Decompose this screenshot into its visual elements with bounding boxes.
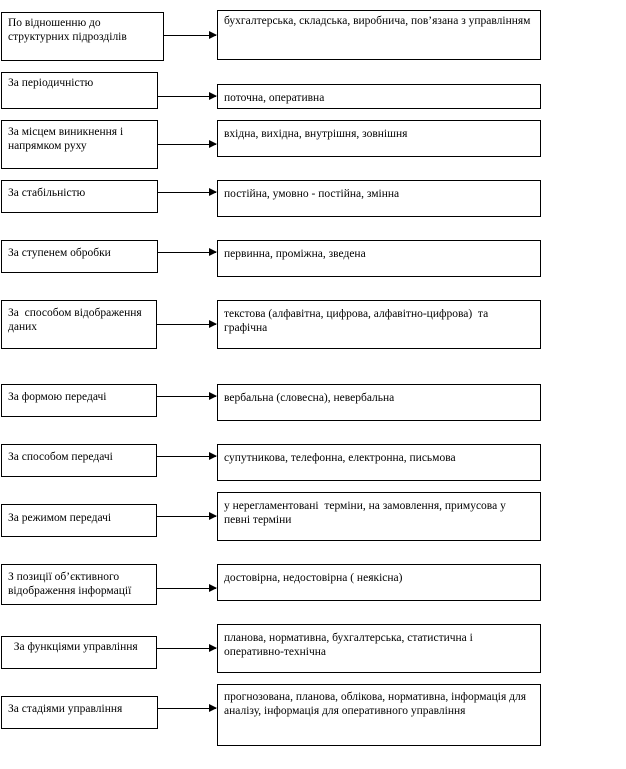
arrow-connector <box>157 456 216 457</box>
types-box-transfer-mode: у нерегламентовані терміни, на замовлення, примусова у певні терміни <box>217 492 541 541</box>
category-box-management-stages: За стадіями управління <box>1 696 158 729</box>
types-box-structural-units: бухгалтерська, складська, виробнича, пов’язана з управлінням <box>217 10 541 60</box>
arrow-connector <box>157 324 216 325</box>
arrow-connector <box>157 516 216 517</box>
arrow-connector <box>164 35 216 36</box>
category-box-processing-degree: За ступенем обробки <box>1 240 158 273</box>
arrow-connector <box>158 708 216 709</box>
arrow-connector <box>158 144 216 145</box>
category-box-objective-display: З позиції об’єктивного відображення інформації <box>1 564 157 605</box>
category-box-data-display: За способом відображення даних <box>1 300 157 349</box>
category-box-transfer-form: За формою передачі <box>1 384 157 417</box>
category-box-structural-units: По відношенню до структурних підрозділів <box>1 12 164 61</box>
arrow-connector <box>157 648 216 649</box>
arrow-connector <box>158 252 216 253</box>
category-box-transfer-mode: За режимом передачі <box>1 504 157 537</box>
category-box-transfer-method: За способом передачі <box>1 444 157 477</box>
category-box-periodicity: За періодичністю <box>1 72 158 109</box>
arrow-connector <box>157 588 216 589</box>
types-box-stability: постійна, умовно - постійна, змінна <box>217 180 541 217</box>
category-box-origin-direction: За місцем виникнення і напрямком руху <box>1 120 158 169</box>
types-box-data-display: текстова (алфавітна, цифрова, алфавітно-цифрова) та графічна <box>217 300 541 349</box>
arrow-connector <box>158 192 216 193</box>
types-box-transfer-form: вербальна (словесна), невербальна <box>217 384 541 421</box>
types-box-transfer-method: супутникова, телефонна, електронна, письмова <box>217 444 541 481</box>
types-box-management-functions: планова, нормативна, бухгалтерська, статистична і оперативно-технічна <box>217 624 541 673</box>
types-box-objective-display: достовірна, недостовірна ( неякісна) <box>217 564 541 601</box>
arrow-connector <box>157 396 216 397</box>
category-box-management-functions: За функціями управління <box>1 636 157 669</box>
types-box-management-stages: прогнозована, планова, облікова, нормативна, інформація для аналізу, інформація для оперативного управління <box>217 684 541 746</box>
types-box-origin-direction: вхідна, вихідна, внутрішня, зовнішня <box>217 120 541 157</box>
category-box-stability: За стабільністю <box>1 180 158 213</box>
types-box-periodicity: поточна, оперативна <box>217 84 541 109</box>
types-box-processing-degree: первинна, проміжна, зведена <box>217 240 541 277</box>
arrow-connector <box>158 96 216 97</box>
